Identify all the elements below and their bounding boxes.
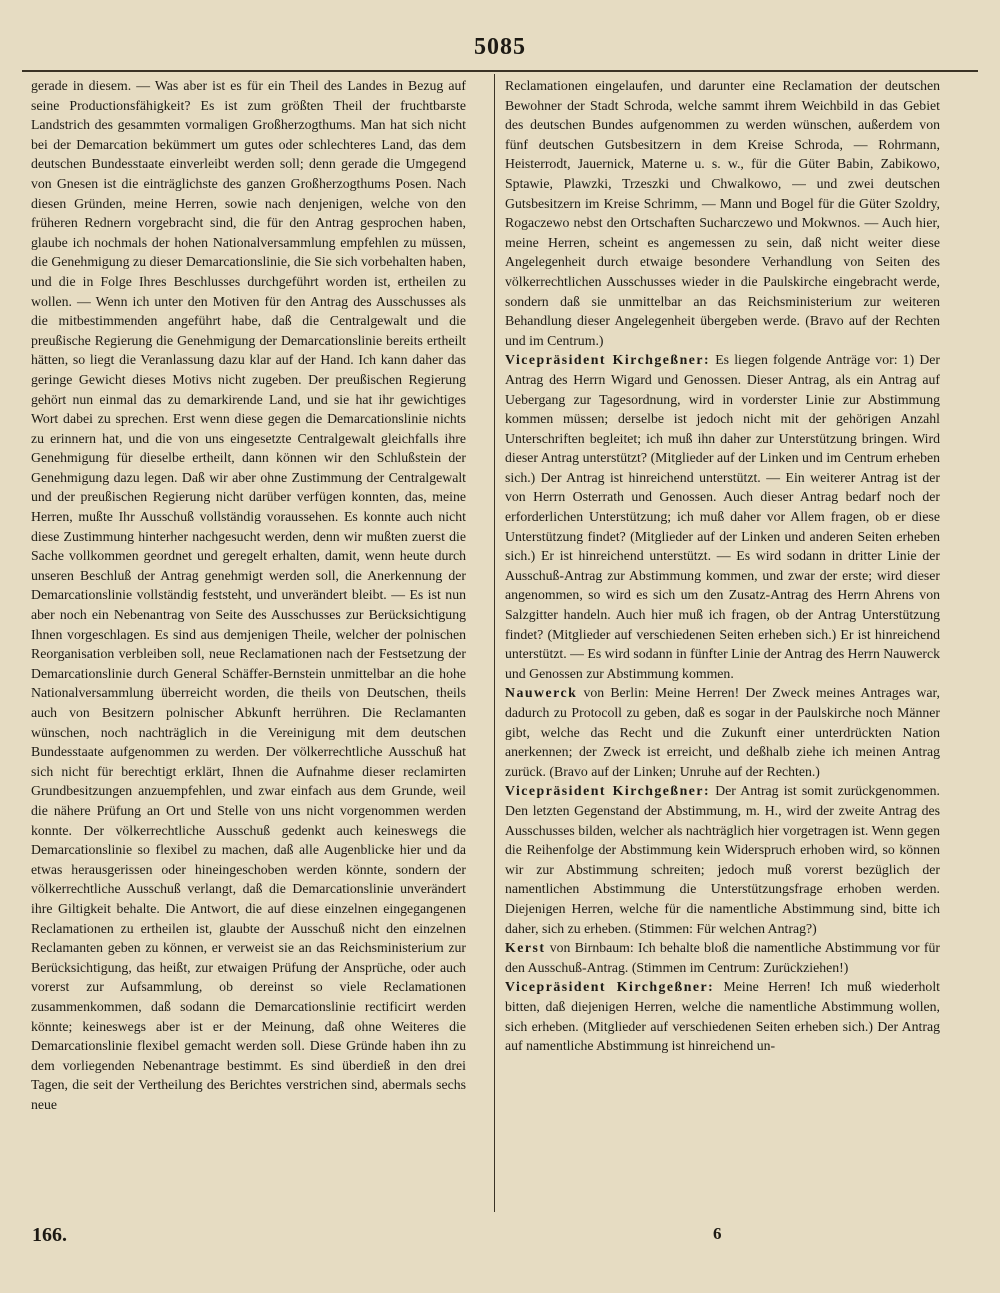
paragraph-text: Es liegen folgende Anträge vor: 1) Der Antrag des Herrn Wigard und Genossen. Dieser Antrag, als ein Antrag auf Uebergang zur Tagesordnung, wird in vorderster Linie zur Abstimmung kommen müssen; derselbe ist jedoch nicht mit der gehörigen Anzahl Unterschriften begleitet; ich muß ihn daher zur Unterstützung bringen. Wird dieser Antrag unterstützt? (Mitglieder auf der Linken und im Centrum erheben sich.) Der Antrag ist hinreichend unterstützt. — Ein weiterer Antrag ist der von Herrn Osterrath und Genossen. Auch dieser Antrag bedarf noch der erforderlichen Unterstützung; ich muß daher vor Allem fragen, ob er diese Unterstützung findet? (Mitglieder auf der Linken und anderen Seiten erheben sich.) Er ist hinreichend unterstützt. — Es wird sodann in dritter Linie der Ausschuß-Antrag zur Abstimmung kommen, und zwar der erste; wird dieser angenommen, so wird es sich um den Zusatz-Antrag des Herrn Ahrens von Salzgitter handeln. Auch hier muß ich fragen, ob der Antrag Unterstützung findet? (Mitglieder auf verschiedenen Seiten erheben sich.) Er ist hinreichend unterstützt. — Es wird sodann in fünfter Linie der Antrag des Herrn Nauwerck und Genossen zur Abstimmung kommen. (505, 352, 940, 681)
right-paragraph (505, 781, 940, 938)
column-divider (494, 74, 495, 1212)
speaker-name: Vicepräsident Kirchgeßner: (505, 979, 715, 995)
sheet-mark: 6 (713, 1224, 722, 1243)
header-rule (22, 70, 978, 72)
right-paragraph (505, 76, 940, 350)
speaker-name: Nauwerck (505, 685, 578, 701)
right-column (505, 76, 940, 1056)
right-paragraph (505, 683, 940, 781)
paragraph-text: Der Antrag ist somit zurückgenommen. Den letzten Gegenstand der Abstimmung, m. H., wird der zweite Antrag des Ausschusses bilden, welcher als nachträglich hier vorgetragen ist. Wenn gegen die Reihenfolge der Abstimmung kein Widerspruch erhoben wird, so können wir zur Abstimmung schreiten; jedoch muß vorerst bezüglich der namentlichen Abstimmung die Unterstützungsfrage erhoben werden. Diejenigen Herren, welche für die namentliche Abstimmung sind, bitte ich daher, sich zu erheben. (Stimmen: Für welchen Antrag?) (505, 783, 940, 936)
right-paragraph (505, 938, 940, 977)
right-paragraph (505, 350, 940, 683)
left-column-text: gerade in diesem. — Was aber ist es für ein Theil des Landes in Bezug auf seine Productionsfähigkeit? Es ist zum größten Theil der fruchtbarste Landstrich des gesammten vormaligen Großherzogthums. Man hat sich nicht bei der Demarcation bekümmert um gutes oder schlechteres Land, das dem deutschen Bundesstaate einverleibt werden soll; denn gerade die Umgegend von Gnesen ist die einträglichste des ganzen Großherzogthums Posen. Nach diesen Gründen, meine Herren, sowie nach denjenigen, welche von den früheren Rednern vorgebracht sind, die für den Antrag gesprochen haben, glaube ich nochmals der hohen Nationalversammlung empfehlen zu müssen, die Genehmigung zu dieser Demarcationslinie, die Sie sich vorbehalten haben, und die in Folge Ihres Beschlusses durchgeführt worden ist, ertheilen zu wollen. — Wenn ich unter den Motiven für den Antrag des Ausschusses als die mitbestimmenden angeführt habe, daß die Centralgewalt und die preußische Regierung die Genehmigung der Demarcationslinie bereits ertheilt hätten, so liegt die Veranlassung dazu klar auf der Hand. Ich kann daher das geringe Gewicht dieses Motivs nicht zugeben. Der preußischen Regierung gehört nun einmal das zu demarkirende Land, und sie hat ihr gewichtiges Wort dabei zu sprechen. Erst wenn diese gegen die Demarcationslinie nichts zu erinnern hat, und die von uns eingesetzte Centralgewalt gleichfalls ihre Genehmigung für dieselbe ertheilt, dann können wir den Schlußstein der Genehmigung dazu legen. Daß wir aber ohne Zustimmung der Centralgewalt und der preußischen Regierung nicht darüber verfügen konnten, das, meine Herren, mußte Ihr Ausschuß vollständig voraussehen. Es konnte auch nicht diese Zustimmung hinterher nachgesucht werden, denn wir mußten zuerst die Sache vollkommen geordnet und geregelt erhalten, damit, wenn heute durch unseren Beschluß der Antrag genehmigt werden soll, die Anerkennung der Demarcationslinie vollständig feststeht, und unverändert bleibt. — Es ist nun aber noch ein Nebenantrag von Seite des Ausschusses zur Berücksichtigung Ihnen vorgeschlagen. Es sind aus demjenigen Theile, welcher der polnischen Reorganisation verbleiben soll, neue Reclamationen nach der Festsetzung der Demarcationslinie durch General Schäffer-Bernstein unmittelbar an die hohe Nationalversammlung überreicht worden, die theils von Deutschen, theils auch von Besitzern polnischer Abkunft herrühren. Die Reclamanten wünschen, noch nachträglich in die Vereinigung mit dem deutschen Bundesstaate aufgenommen zu werden. Der völkerrechtliche Ausschuß hat sich nicht für berechtigt erklärt, Ihnen die Aufnahme dieser reclamirten Grundbesitzungen anzuempfehlen, und zwar einfach aus dem Grunde, weil die nähere Prüfung an Ort und Stelle von uns nicht vorgenommen werden konnte. Der völkerrechtliche Ausschuß gedenkt auch keineswegs die Demarcationslinie so flexibel zu machen, daß alle Augenblicke hier und da etwas herausgerissen oder hineingeschoben werden könnte, sondern der völkerrechtliche Ausschuß verlangt, daß die Demarcationslinie unverändert ihre Giltigkeit behalte. Die Antwort, die auf diese einzelnen eingegangenen Reclamationen zu ertheilen ist, glaubte der Ausschuß nicht den einzelnen Reclamanten geben zu können, er verweist sie an das Reichsministerium zur Berücksichtigung, das heißt, zur etwaigen Prüfung der Ansprüche, oder auch vorerst zur Aufsammlung, ob dereinst so viele Reclamationen zusammenkommen, daß sodann die Demarcationslinie rectificirt werden könnte; keineswegs aber ist er der Meinung, daß ohne Weiteres die Demarcationslinie flexibel gemacht werden soll. Diese Gründe haben ihn zu dem vorliegenden Nebenantrage bestimmt. Es sind überdieß in den drei Tagen, die seit der Vertheilung des Berichtes verstrichen sind, abermals sechs neue (31, 78, 466, 1112)
speaker-name: Kerst (505, 940, 546, 956)
page-number: 5085 (474, 34, 526, 60)
speaker-name: Vicepräsident Kirchgeßner: (505, 783, 711, 799)
paragraph-text: von Berlin: Meine Herren! Der Zweck meines Antrages war, dadurch zu Protocoll zu geben, daß es sogar in der Paulskirche noch Männer gibt, welche das Recht und die Zukunft einer unterdrückten Nation anerkennen; der Zweck ist erreicht, und deßhalb ziehe ich meinen Antrag zurück. (Bravo auf der Linken; Unruhe auf der Rechten.) (505, 685, 940, 779)
paragraph-text: von Birnbaum: Ich behalte bloß die namentliche Abstimmung vor für den Ausschuß-Antrag. (Stimmen im Centrum: Zurückziehen!) (505, 940, 940, 975)
paragraph-text: Reclamationen eingelaufen, und darunter eine Reclamation der deutschen Bewohner der Stadt Schroda, welche sammt ihrem Weichbild in das Gebiet des deutschen Bundes aufgenommen zu werden wünschen, außerdem von fünf deutschen Gutsbesitzern in dem Kreise Schroda, — Rohrmann, Heisterrodt, Jauernick, Materne u. s. w., für die Güter Babin, Zabikowo, Sptawie, Plawzki, Trzeszki und Chwalkowo, — und zwei deutschen Gutsbesitzern im Kreise Schrimm, — Mann und Bogel für die Güter Szoldry, Rogaczewo nebst den Ortschaften Sucharczewo und Mokwnos. — Auch hier, meine Herren, scheint es angemessen zu sein, daß nicht weiter diese Angelegenheit durch etwaige besondere Verhandlung von Seiten des völkerrechtlichen Ausschusses wieder in die Paulskirche eingebracht werde, sondern daß sie unmittelbar an das Reichsministerium zur weiteren Behandlung dieser Angelegenheit übergeben werde. (Bravo auf der Rechten und im Centrum.) (505, 78, 940, 348)
signature-mark: 166. (32, 1224, 67, 1246)
right-paragraph (505, 977, 940, 1055)
left-column (31, 76, 466, 1114)
paragraph-text: Meine Herren! Ich muß wiederholt bitten, daß diejenigen Herren, welche die namentliche Abstimmung wollen, sich erheben. (Mitglieder auf verschiedenen Seiten erheben sich.) Der Antrag auf namentliche Abstimmung ist hinreichend un- (505, 979, 940, 1054)
speaker-name: Vicepräsident Kirchgeßner: (505, 352, 711, 368)
